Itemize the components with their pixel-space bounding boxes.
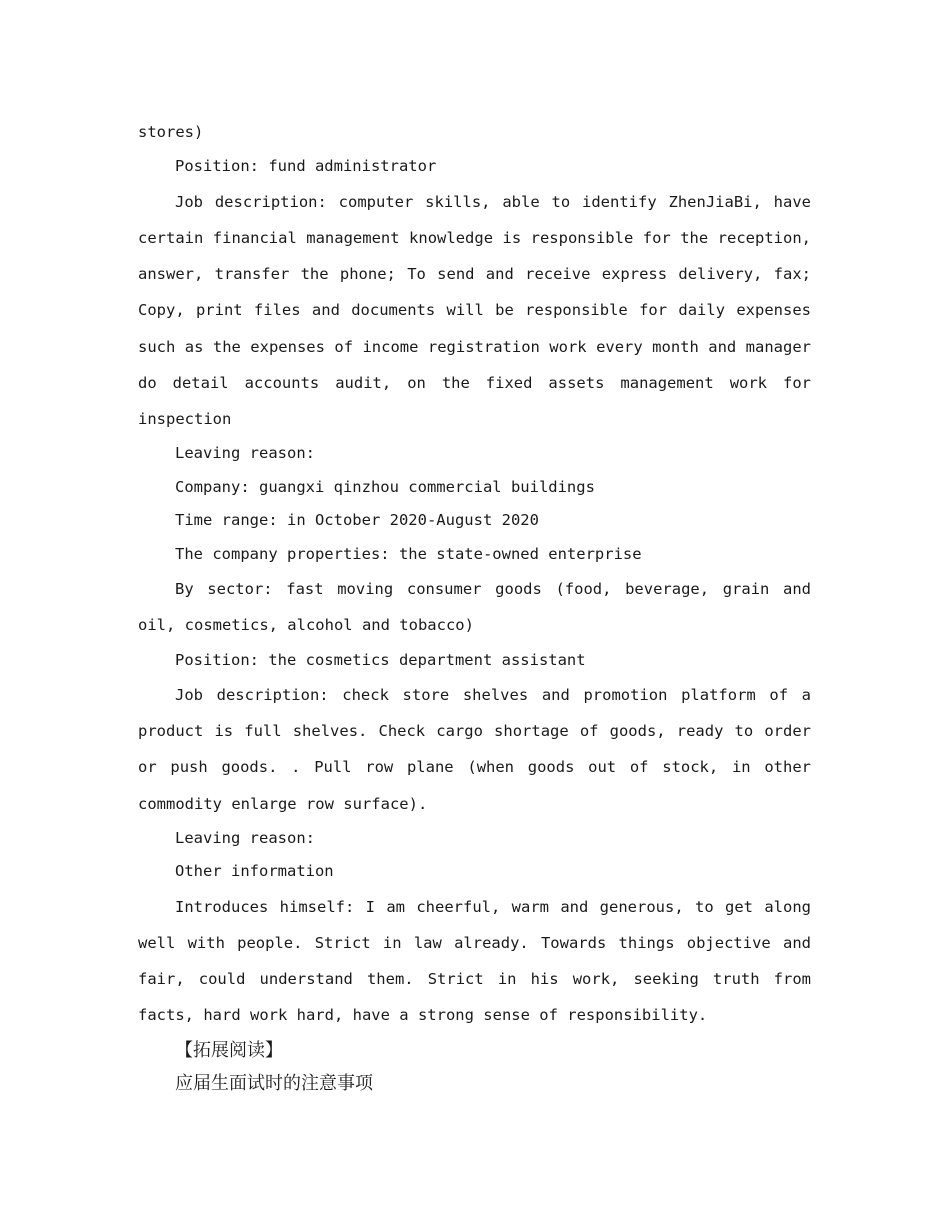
paragraph-leaving-reason-2: Leaving reason: (175, 828, 315, 847)
paragraph-position-fund-administrator: Position: fund administrator (175, 157, 437, 176)
section-title-interview-notes: 应届生面试时的注意事项 (175, 1073, 373, 1095)
document-body (138, 114, 811, 1101)
paragraph-self-introduction: Introduces himself: I am cheerful, warm and generous, to get along well with people. Strict in law already. Towards things objective and fair, could understand them. Strict in his work, seeking truth from facts, hard work hard, have a strong sense of responsibility. (138, 897, 811, 1025)
paragraph-job-description-2: Job description: check store shelves and promotion platform of a product is full shelves. Check cargo shortage of goods, ready to order or push goods. . Pull row plane (when goods out of stock, in other commodity enlarge row surface). (138, 686, 811, 813)
paragraph-company: Company: guangxi qinzhou commercial buildings (175, 477, 595, 496)
paragraph-sector: By sector: fast moving consumer goods (food, beverage, grain and oil, cosmetics, alcohol and tobacco) (138, 580, 811, 635)
paragraph-company-properties: The company properties: the state-owned enterprise (175, 544, 642, 563)
paragraph-time-range: Time range: in October 2020-August 2020 (175, 511, 539, 530)
section-heading-extended-reading: 【拓展阅读】 (175, 1039, 283, 1061)
paragraph-stores-continuation: stores) (138, 123, 204, 141)
paragraph-leaving-reason-1: Leaving reason: (175, 444, 315, 463)
paragraph-position-cosmetics-assistant: Position: the cosmetics department assistant (175, 650, 586, 669)
paragraph-other-information: Other information (175, 862, 334, 881)
paragraph-job-description-1: Job description: computer skills, able to identify ZhenJiaBi, have certain financial management knowledge is responsible for the reception, answer, transfer the phone; To send and receive express delivery, fax; Copy, print files and documents will be responsible for daily expenses such as the expenses of income registration work every month and manager do detail accounts audit, on the fixed assets management work for inspection (138, 192, 811, 428)
